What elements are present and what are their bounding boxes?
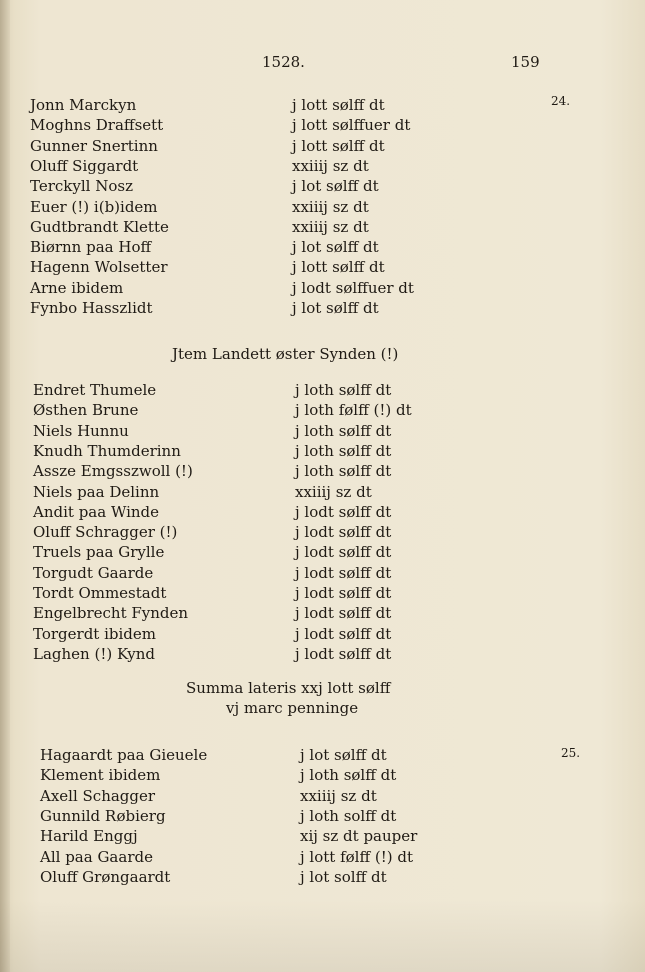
entry-name: Moghns Draffsett <box>30 116 164 135</box>
entry-name: Hagenn Wolsetter <box>30 258 168 277</box>
entry-amount: j lodt sølff dt <box>295 502 392 521</box>
entry-amount: xxiiij sz dt <box>300 786 377 805</box>
entry-amount: j lodt sølff dt <box>295 543 392 562</box>
entry-amount: xxiiij sz dt <box>295 482 372 501</box>
entry-name: Niels paa Delinn <box>33 482 160 501</box>
entry-name: Østhen Brune <box>33 401 139 420</box>
margin-note: 24. <box>551 94 571 108</box>
entry-amount: j lodt sølff dt <box>295 644 392 663</box>
entry-name: Tordt Ommestadt <box>33 584 167 602</box>
page-number: 159 <box>511 53 540 71</box>
entry-amount: j loth solff dt <box>300 806 397 825</box>
entry-name: Terckyll Nosz <box>30 177 133 196</box>
entry-amount: j loth sølff dt <box>295 381 392 399</box>
summa-line-1: Summa lateris xxj lott sølff <box>186 679 391 697</box>
margin-note: 25. <box>561 746 581 760</box>
entry-amount: j lot sølff dt <box>292 177 379 196</box>
entry-name: Fynbo Hasszlidt <box>30 299 153 317</box>
entry-amount: j lot sølff dt <box>292 238 379 257</box>
entry-name: Laghen (!) Kynd <box>33 644 155 663</box>
page-year: 1528. <box>262 53 305 71</box>
entry-name: Torgerdt ibidem <box>33 624 156 643</box>
entry-name: Endret Thumele <box>33 381 157 399</box>
entry-amount: j lott følff (!) dt <box>300 847 414 866</box>
entry-amount: j lot sølff dt <box>292 299 379 317</box>
entry-name: Assze Emgsszwoll (!) <box>33 462 193 481</box>
entry-amount: j lott sølff dt <box>292 96 385 114</box>
entry-amount: j lodt sølffuer dt <box>292 278 414 297</box>
entry-name: Biørnn paa Hoff <box>30 238 152 257</box>
entry-amount: xij sz dt pauper <box>300 827 418 846</box>
entry-amount: j lodt sølff dt <box>295 584 392 602</box>
entry-name: Hagaardt paa Gieuele <box>40 746 208 764</box>
entry-amount: j lodt sølff dt <box>295 604 392 623</box>
entry-name: Knudh Thumderinn <box>33 441 181 460</box>
entry-name: Gunnild Røbierg <box>40 806 166 825</box>
entry-name: Engelbrecht Fynden <box>33 604 189 623</box>
entry-name: Harild Enggj <box>40 827 138 846</box>
entry-name: Andit paa Winde <box>33 502 160 521</box>
entry-amount: j lott sølff dt <box>292 258 385 277</box>
entry-amount: j lodt sølff dt <box>295 624 392 643</box>
entry-name: Oluff Grøngaardt <box>40 867 171 886</box>
entry-amount: j loth sølff dt <box>295 421 392 440</box>
entry-amount: j lott sølff dt <box>292 136 385 155</box>
entry-name: Jonn Marckyn <box>30 96 137 114</box>
entry-amount: j loth sølff dt <box>295 462 392 481</box>
entry-name: Gudtbrandt Klette <box>30 217 169 236</box>
entry-amount: j lott sølffuer dt <box>292 116 411 135</box>
entry-amount: xxiiij sz dt <box>292 217 369 236</box>
entry-name: Torgudt Gaarde <box>33 563 154 582</box>
entry-amount: xxiiij sz dt <box>292 197 369 216</box>
entry-name: Arne ibidem <box>30 278 124 297</box>
entry-amount: j lot sølff dt <box>300 746 387 764</box>
section-heading: Jtem Landett øster Synden (!) <box>172 345 399 363</box>
entry-name: All paa Gaarde <box>40 847 153 866</box>
entry-amount: xxiiij sz dt <box>292 156 369 175</box>
entry-name: Oluff Siggardt <box>30 156 139 175</box>
entry-name: Euer (!) i(b)idem <box>30 197 158 216</box>
entry-name: Gunner Snertinn <box>30 136 158 155</box>
entry-amount: j lodt sølff dt <box>295 563 392 582</box>
entry-name: Niels Hunnu <box>33 421 129 440</box>
summa-line-2: vj marc penninge <box>226 699 359 717</box>
entry-amount: j loth følff (!) dt <box>295 401 412 420</box>
entry-amount: j lodt sølff dt <box>295 523 392 542</box>
entry-name: Klement ibidem <box>40 766 161 785</box>
entry-amount: j loth sølff dt <box>295 441 392 460</box>
page-bottom-shade <box>0 900 645 972</box>
entry-name: Oluff Schragger (!) <box>33 523 178 542</box>
book-spine-shadow <box>0 0 10 972</box>
entry-name: Truels paa Grylle <box>33 543 165 562</box>
entry-amount: j lot solff dt <box>300 867 387 886</box>
entry-name: Axell Schagger <box>40 786 156 805</box>
entry-amount: j loth sølff dt <box>300 766 397 785</box>
